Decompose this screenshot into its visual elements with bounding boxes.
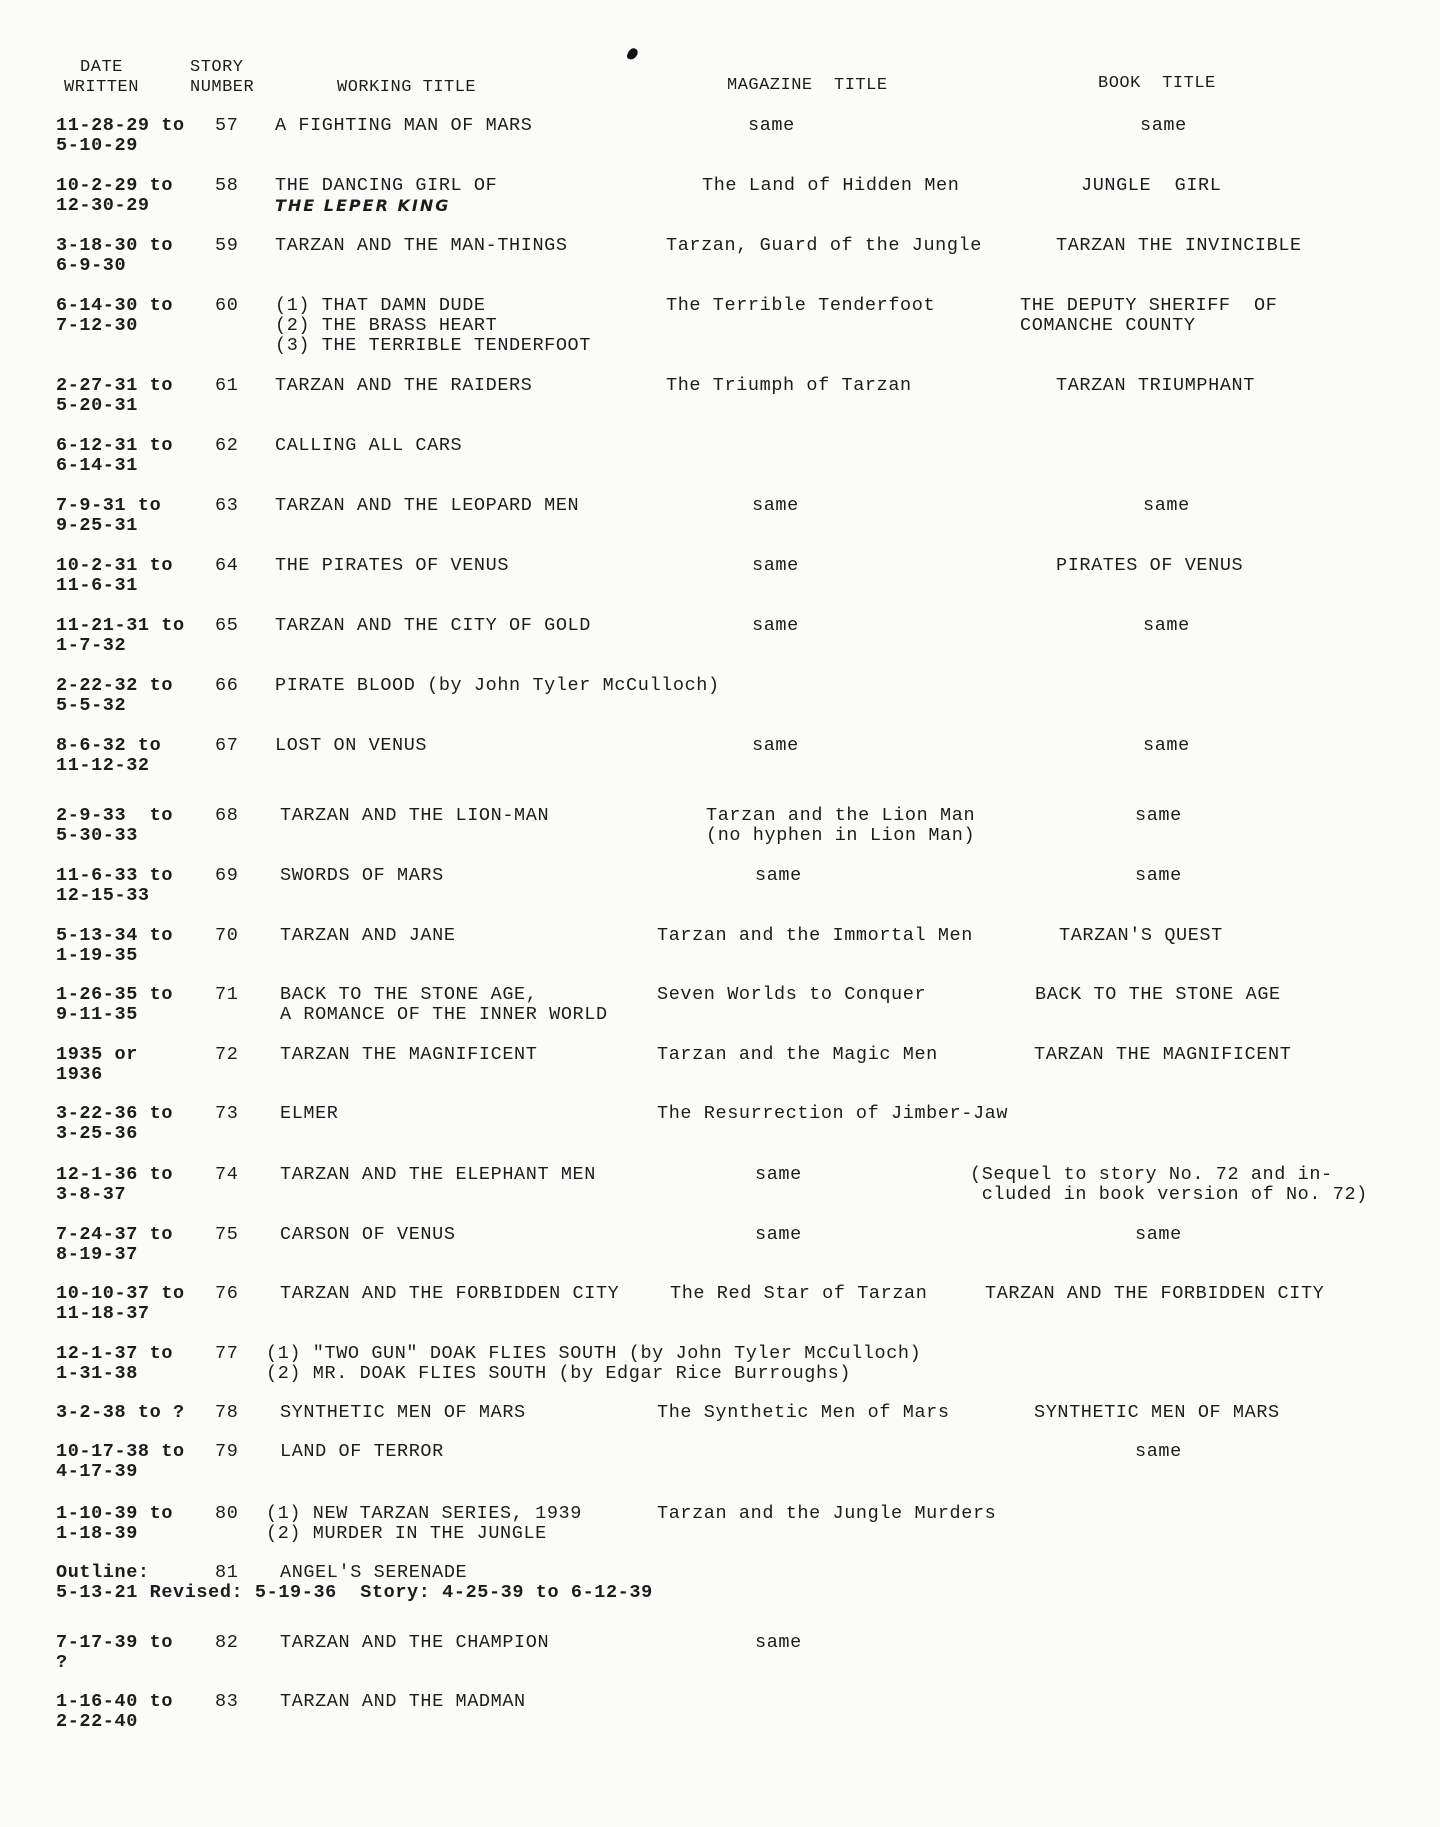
date-written — [56, 496, 161, 536]
book-title: TARZAN AND THE FORBIDDEN CITY — [985, 1283, 1325, 1304]
date-start: 7-17-39 to — [56, 1632, 174, 1653]
date-end: 5-30-33 — [56, 825, 138, 846]
date-start: 12-1-37 to — [56, 1343, 174, 1364]
working-title: TARZAN AND THE CITY OF GOLD — [275, 615, 591, 636]
story-number: 58 — [215, 175, 239, 196]
magazine-title: same — [755, 1224, 802, 1245]
date-end: 4-17-39 — [56, 1461, 138, 1482]
header-magazine-title: MAGAZINE TITLE — [727, 76, 888, 95]
date-end: ? — [56, 1652, 68, 1673]
story-number: 65 — [215, 615, 239, 636]
magazine-title: Tarzan and the Immortal Men — [657, 925, 973, 946]
date-written — [56, 926, 173, 966]
story-number: 79 — [215, 1441, 239, 1462]
working-title: TARZAN AND THE MAN-THINGS — [275, 235, 568, 256]
date-end: 5-10-29 — [56, 135, 138, 156]
date-end: 11-18-37 — [56, 1303, 150, 1324]
date-written — [56, 436, 173, 476]
date-written — [56, 1344, 173, 1384]
date-end: 1-7-32 — [56, 635, 127, 656]
magazine-title: The Red Star of Tarzan — [670, 1283, 928, 1304]
date-start: 10-2-31 to — [56, 555, 174, 576]
magazine-title: Tarzan, Guard of the Jungle — [666, 235, 982, 256]
date-end: 12-30-29 — [56, 195, 150, 216]
date-end: 11-6-31 — [56, 575, 138, 596]
story-number: 82 — [215, 1632, 239, 1653]
book-title: same — [1143, 735, 1190, 756]
book-title: same — [1135, 1441, 1182, 1462]
date-written — [56, 1104, 173, 1144]
date-start: 7-24-37 to — [56, 1224, 174, 1245]
story-number: 74 — [215, 1164, 239, 1185]
date-start: 10-17-38 to — [56, 1441, 185, 1462]
working-title: TARZAN AND JANE — [280, 925, 456, 946]
date-start: 3-18-30 to — [56, 235, 174, 256]
story-number: 62 — [215, 435, 239, 456]
date-written — [56, 1692, 173, 1732]
date-end: 6-9-30 — [56, 255, 127, 276]
date-start: 1-16-40 to — [56, 1691, 174, 1712]
magazine-title: The Triumph of Tarzan — [666, 375, 912, 396]
working-title: TARZAN AND THE FORBIDDEN CITY — [280, 1283, 620, 1304]
story-number: 75 — [215, 1224, 239, 1245]
magazine-title: The Synthetic Men of Mars — [657, 1402, 950, 1423]
date-end: 7-12-30 — [56, 315, 138, 336]
working-title — [275, 296, 591, 356]
book-title: same — [1140, 115, 1187, 136]
date-written — [56, 866, 173, 906]
story-number: 69 — [215, 865, 239, 886]
book-title: TARZAN THE MAGNIFICENT — [1034, 1044, 1292, 1065]
book-title-line2: COMANCHE COUNTY — [1020, 315, 1196, 336]
working-title-line2: (2) THE BRASS HEART — [275, 315, 498, 336]
date-start: 11-6-33 to — [56, 865, 174, 886]
date-written — [56, 985, 173, 1025]
date-start: 8-6-32 to — [56, 735, 162, 756]
header-date-written — [64, 58, 139, 98]
date-end: 6-14-31 — [56, 455, 138, 476]
date-start: 12-1-36 to — [56, 1164, 174, 1185]
date-written — [56, 176, 173, 216]
story-number: 70 — [215, 925, 239, 946]
magazine-title: same — [755, 865, 802, 886]
magazine-title-line2: (no hyphen in Lion Man) — [706, 825, 976, 846]
date-end: 2-22-40 — [56, 1711, 138, 1732]
book-title: same — [1143, 615, 1190, 636]
date-written — [56, 616, 185, 656]
date-start: 1-26-35 to — [56, 984, 174, 1005]
date-start: 1935 or — [56, 1044, 138, 1065]
header-date-line1: DATE — [80, 58, 123, 77]
header-story-number — [190, 58, 254, 98]
date-end: 5-5-32 — [56, 695, 127, 716]
date-start: 1-10-39 to — [56, 1503, 174, 1524]
date-written — [56, 376, 173, 416]
date-end: 1936 — [56, 1064, 103, 1085]
date-start: 2-27-31 to — [56, 375, 174, 396]
magazine-title: Tarzan and the Magic Men — [657, 1044, 938, 1065]
working-title — [280, 985, 608, 1025]
date-start: Outline: — [56, 1562, 150, 1583]
magazine-title: Tarzan and the Jungle Murders — [657, 1503, 997, 1524]
date-written — [56, 1284, 185, 1324]
header-book-title: BOOK TITLE — [1098, 74, 1216, 93]
date-start: 11-21-31 to — [56, 615, 185, 636]
date-end: 8-19-37 — [56, 1244, 138, 1265]
story-number: 66 — [215, 675, 239, 696]
story-number: 61 — [215, 375, 239, 396]
story-number: 71 — [215, 984, 239, 1005]
date-written — [56, 556, 173, 596]
book-title: same — [1135, 865, 1182, 886]
date-start: 10-10-37 to — [56, 1283, 185, 1304]
header-story-line1: STORY — [190, 58, 244, 77]
date-written — [56, 806, 173, 846]
working-title — [275, 176, 497, 217]
working-title-line1: THE DANCING GIRL OF — [275, 175, 498, 196]
working-title — [266, 1504, 582, 1544]
magazine-title: same — [752, 555, 799, 576]
book-title: PIRATES OF VENUS — [1056, 555, 1244, 576]
date-written — [56, 1403, 185, 1423]
header-working-title: WORKING TITLE — [337, 78, 477, 97]
story-number: 76 — [215, 1283, 239, 1304]
working-title-line1: (1) NEW TARZAN SERIES, 1939 — [266, 1503, 582, 1524]
working-title: TARZAN AND THE LION-MAN — [280, 805, 550, 826]
book-title-line1: THE DEPUTY SHERIFF OF — [1020, 295, 1278, 316]
date-start: 11-28-29 to — [56, 115, 185, 136]
date-end: 5-13-21 Revised: 5-19-36 Story: 4-25-39 to 6-12-39 — [56, 1582, 653, 1603]
working-title: ELMER — [280, 1103, 339, 1124]
date-written — [56, 736, 161, 776]
magazine-title-line1: Tarzan and the Lion Man — [706, 805, 976, 826]
working-title: SYNTHETIC MEN OF MARS — [280, 1402, 526, 1423]
story-number: 68 — [215, 805, 239, 826]
working-title-line3: (3) THE TERRIBLE TENDERFOOT — [275, 335, 591, 356]
working-title: CARSON OF VENUS — [280, 1224, 456, 1245]
date-written — [56, 1225, 173, 1265]
date-end: 1-19-35 — [56, 945, 138, 966]
date-written — [56, 1504, 173, 1544]
header-date-line2: WRITTEN — [64, 78, 139, 97]
working-title: TARZAN AND THE ELEPHANT MEN — [280, 1164, 596, 1185]
date-written — [56, 236, 173, 276]
working-title-line2: (2) MR. DOAK FLIES SOUTH (by Edgar Rice Burroughs) — [266, 1363, 852, 1384]
date-start: 6-14-30 to — [56, 295, 174, 316]
book-title — [1020, 296, 1277, 336]
date-written — [56, 296, 173, 336]
magazine-title: same — [752, 735, 799, 756]
working-title: THE PIRATES OF VENUS — [275, 555, 510, 576]
date-written — [56, 1442, 185, 1482]
story-number: 72 — [215, 1044, 239, 1065]
book-title: TARZAN THE INVINCIBLE — [1056, 235, 1302, 256]
working-title-line1: BACK TO THE STONE AGE, — [280, 984, 538, 1005]
date-end: 1-31-38 — [56, 1363, 138, 1384]
book-title: SYNTHETIC MEN OF MARS — [1034, 1402, 1280, 1423]
story-number: 57 — [215, 115, 239, 136]
date-end: 5-20-31 — [56, 395, 138, 416]
book-title: same — [1143, 495, 1190, 516]
working-title: TARZAN THE MAGNIFICENT — [280, 1044, 538, 1065]
date-end: 12-15-33 — [56, 885, 150, 906]
magazine-title: same — [752, 615, 799, 636]
date-written — [56, 676, 173, 716]
magazine-title: Seven Worlds to Conquer — [657, 984, 927, 1005]
magazine-title: same — [755, 1164, 802, 1185]
header-story-line2: NUMBER — [190, 78, 255, 97]
date-start: 10-2-29 to — [56, 175, 174, 196]
magazine-title: same — [755, 1632, 802, 1653]
story-number: 78 — [215, 1402, 239, 1423]
magazine-title — [706, 806, 975, 846]
working-title-line2: A ROMANCE OF THE INNER WORLD — [280, 1004, 608, 1025]
working-title-line2: (2) MURDER IN THE JUNGLE — [266, 1523, 547, 1544]
working-title: CALLING ALL CARS — [275, 435, 463, 456]
date-start: 2-22-32 to — [56, 675, 174, 696]
handwritten-correction: THE LEPER KING — [275, 196, 451, 215]
date-end: 3-8-37 — [56, 1184, 127, 1205]
story-number: 60 — [215, 295, 239, 316]
date-end: 9-11-35 — [56, 1004, 138, 1025]
working-title — [266, 1344, 921, 1384]
working-title: PIRATE BLOOD (by John Tyler McCulloch) — [275, 675, 720, 696]
working-title: TARZAN AND THE MADMAN — [280, 1691, 526, 1712]
working-title: A FIGHTING MAN OF MARS — [275, 115, 533, 136]
book-title: JUNGLE GIRL — [1081, 175, 1222, 196]
working-title: TARZAN AND THE CHAMPION — [280, 1632, 550, 1653]
magazine-title: The Land of Hidden Men — [702, 175, 960, 196]
date-end: 9-25-31 — [56, 515, 138, 536]
story-number: 59 — [215, 235, 239, 256]
magazine-title: The Resurrection of Jimber-Jaw — [657, 1103, 1009, 1124]
working-title: TARZAN AND THE RAIDERS — [275, 375, 533, 396]
book-title-line1: (Sequel to story No. 72 and in- — [970, 1164, 1333, 1185]
working-title: ANGEL'S SERENADE — [280, 1562, 468, 1583]
ink-mark — [626, 47, 639, 62]
working-title: LOST ON VENUS — [275, 735, 428, 756]
book-title-line2: cluded in book version of No. 72) — [970, 1184, 1368, 1205]
book-title — [970, 1165, 1368, 1205]
story-number: 64 — [215, 555, 239, 576]
story-number: 63 — [215, 495, 239, 516]
book-title: TARZAN'S QUEST — [1059, 925, 1223, 946]
book-title: BACK TO THE STONE AGE — [1035, 984, 1281, 1005]
story-number: 81 — [215, 1562, 239, 1583]
book-title: same — [1135, 1224, 1182, 1245]
date-end: 11-12-32 — [56, 755, 150, 776]
working-title: SWORDS OF MARS — [280, 865, 444, 886]
date-start: 6-12-31 to — [56, 435, 174, 456]
magazine-title: same — [748, 115, 795, 136]
date-start: 5-13-34 to — [56, 925, 174, 946]
date-written — [56, 1165, 173, 1205]
magazine-title: The Terrible Tenderfoot — [666, 295, 936, 316]
date-written — [56, 116, 185, 156]
date-written — [56, 1633, 173, 1673]
working-title-line1: (1) "TWO GUN" DOAK FLIES SOUTH (by John Tyler McCulloch) — [266, 1343, 922, 1364]
magazine-title: same — [752, 495, 799, 516]
working-title-line1: (1) THAT DAMN DUDE — [275, 295, 486, 316]
date-start: 7-9-31 to — [56, 495, 162, 516]
date-start: 3-2-38 to ? — [56, 1402, 185, 1423]
story-number: 80 — [215, 1503, 239, 1524]
date-end: 1-18-39 — [56, 1523, 138, 1544]
working-title: LAND OF TERROR — [280, 1441, 444, 1462]
working-title: TARZAN AND THE LEOPARD MEN — [275, 495, 580, 516]
story-number: 83 — [215, 1691, 239, 1712]
story-number: 67 — [215, 735, 239, 756]
date-end: 3-25-36 — [56, 1123, 138, 1144]
story-number: 73 — [215, 1103, 239, 1124]
date-written — [56, 1045, 138, 1085]
date-start: 3-22-36 to — [56, 1103, 174, 1124]
book-title: same — [1135, 805, 1182, 826]
date-start: 2-9-33 to — [56, 805, 174, 826]
book-title: TARZAN TRIUMPHANT — [1056, 375, 1255, 396]
story-number: 77 — [215, 1343, 239, 1364]
